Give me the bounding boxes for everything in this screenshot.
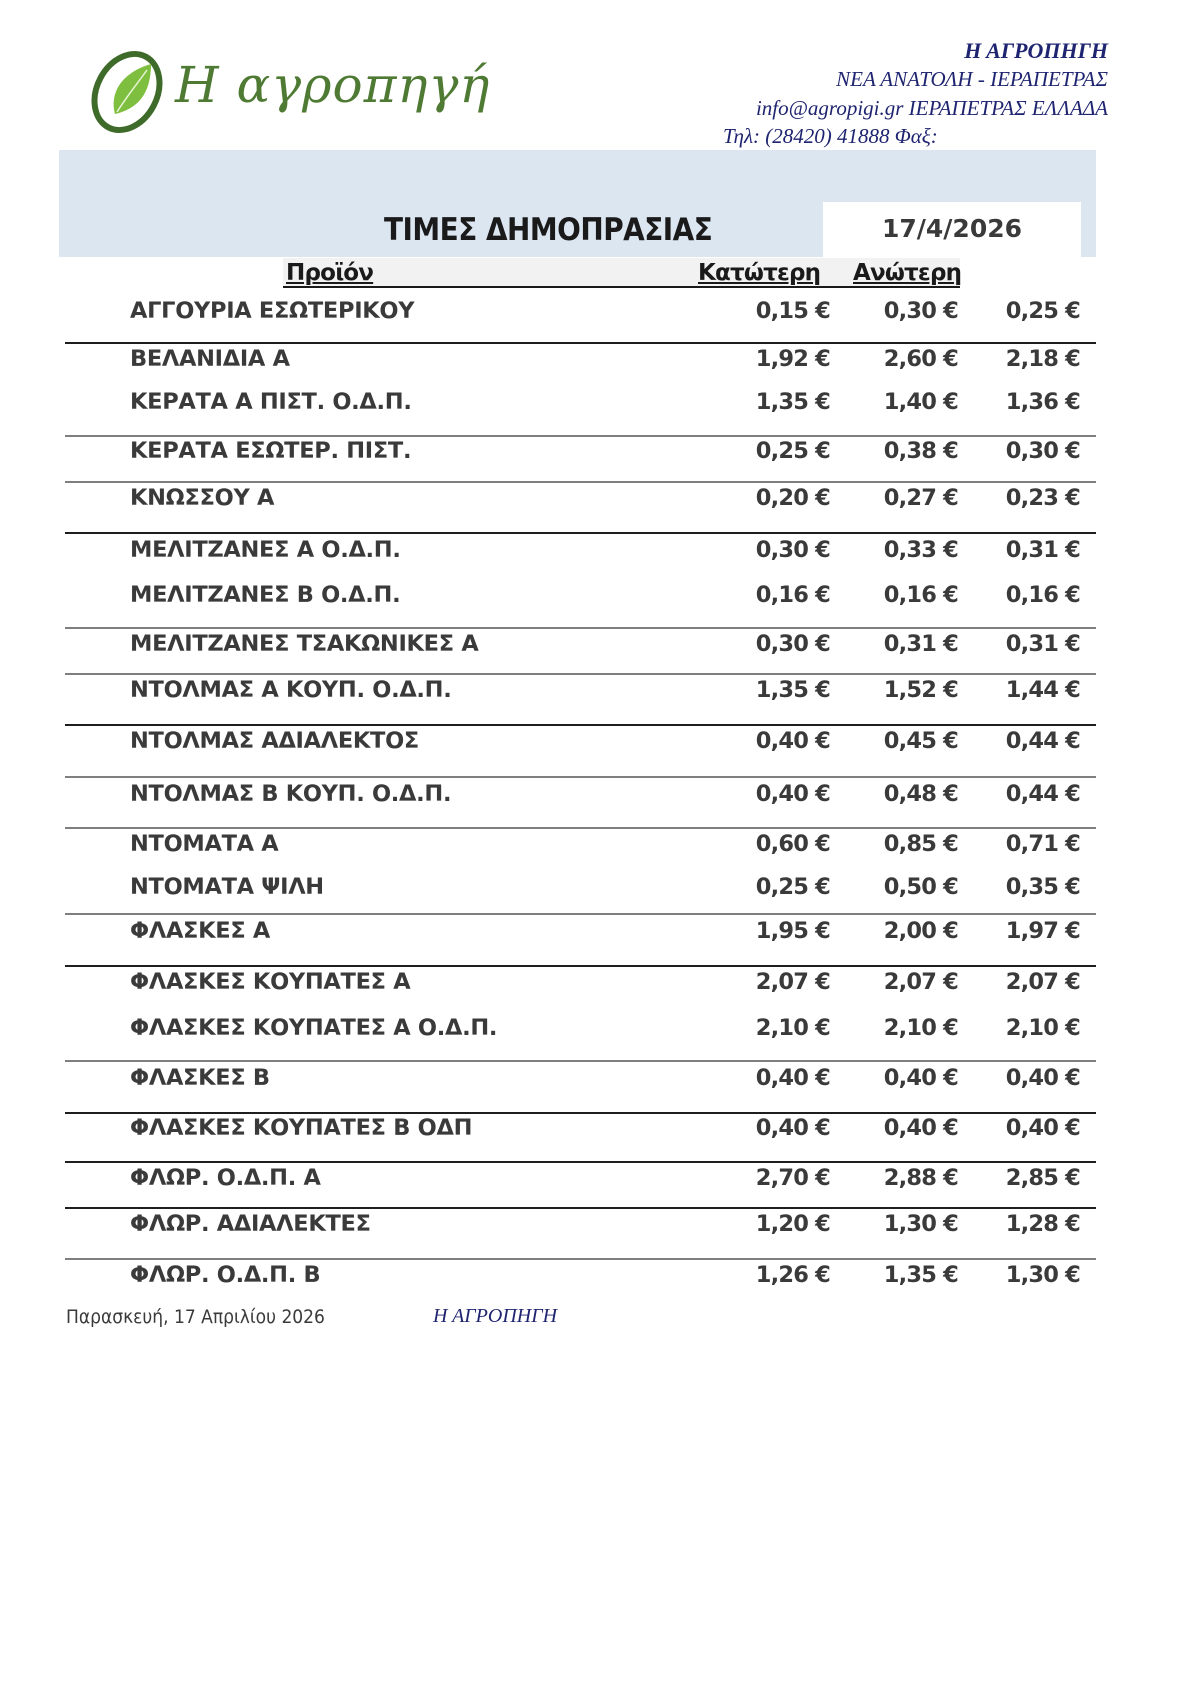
row-separator bbox=[65, 965, 1096, 967]
row-separator bbox=[65, 1112, 1096, 1114]
price-high: 0,40 € bbox=[883, 1065, 958, 1091]
price-high: 1,35 € bbox=[883, 1262, 958, 1288]
row-separator bbox=[65, 1060, 1096, 1062]
product-name: ΚΝΩΣΣΟΥ Α bbox=[130, 485, 275, 511]
footer-company: Η ΑΓΡΟΠΗΓΗ bbox=[433, 1305, 558, 1327]
row-separator bbox=[65, 532, 1096, 534]
price-high: 2,88 € bbox=[883, 1165, 958, 1191]
price-low: 2,10 € bbox=[755, 1015, 830, 1041]
price-high: 0,33 € bbox=[883, 537, 958, 563]
price-low: 0,20 € bbox=[755, 485, 830, 511]
price-average: 0,16 € bbox=[1005, 582, 1080, 608]
price-low: 0,25 € bbox=[755, 438, 830, 464]
report-title: ΤΙΜΕΣ ΔΗΜΟΠΡΑΣΙΑΣ bbox=[384, 212, 713, 248]
price-average: 1,28 € bbox=[1005, 1211, 1080, 1237]
price-average: 1,97 € bbox=[1005, 918, 1080, 944]
row-separator bbox=[65, 435, 1096, 437]
company-name: Η ΑΓΡΟΠΗΓΗ bbox=[964, 38, 1108, 63]
price-high: 2,60 € bbox=[883, 346, 958, 372]
column-header-product: Προϊόν bbox=[286, 260, 374, 286]
product-name: ΑΓΓΟΥΡΙΑ ΕΣΩΤΕΡΙΚΟΥ bbox=[130, 298, 415, 324]
price-low: 0,16 € bbox=[755, 582, 830, 608]
row-separator bbox=[65, 913, 1096, 915]
price-high: 1,40 € bbox=[883, 389, 958, 415]
price-average: 0,31 € bbox=[1005, 631, 1080, 657]
price-average: 0,44 € bbox=[1005, 781, 1080, 807]
row-separator bbox=[65, 481, 1096, 483]
price-high: 0,27 € bbox=[883, 485, 958, 511]
product-name: ΝΤΟΜΑΤΑ Α bbox=[130, 831, 279, 857]
company-address: ΝΕΑ ΑΝΑΤΟΛΗ - ΙΕΡΑΠΕΤΡΑΣ bbox=[836, 67, 1108, 91]
product-name: ΦΛΑΣΚΕΣ Α bbox=[130, 918, 271, 944]
price-average: 0,40 € bbox=[1005, 1115, 1080, 1141]
row-separator bbox=[65, 1207, 1096, 1209]
price-low: 0,30 € bbox=[755, 631, 830, 657]
price-low: 2,70 € bbox=[755, 1165, 830, 1191]
price-average: 1,30 € bbox=[1005, 1262, 1080, 1288]
row-separator bbox=[65, 776, 1096, 778]
footer-date: Παρασκευή, 17 Απριλίου 2026 bbox=[66, 1306, 325, 1328]
price-low: 2,07 € bbox=[755, 969, 830, 995]
price-low: 0,40 € bbox=[755, 728, 830, 754]
report-date: 17/4/2026 bbox=[881, 214, 1023, 243]
product-name: ΦΛΑΣΚΕΣ ΚΟΥΠΑΤΕΣ Α Ο.Δ.Π. bbox=[130, 1015, 498, 1041]
price-high: 0,45 € bbox=[883, 728, 958, 754]
company-email-line: info@agropigi.gr ΙΕΡΑΠΕΤΡΑΣ ΕΛΛΑΔΑ bbox=[755, 96, 1108, 120]
row-separator bbox=[65, 627, 1096, 629]
price-high: 1,30 € bbox=[883, 1211, 958, 1237]
product-name: ΦΛΑΣΚΕΣ ΚΟΥΠΑΤΕΣ Α bbox=[130, 969, 411, 995]
price-low: 1,92 € bbox=[755, 346, 830, 372]
product-name: ΦΛΩΡ. Ο.Δ.Π. Β bbox=[130, 1262, 321, 1288]
price-low: 0,60 € bbox=[755, 831, 830, 857]
price-low: 1,35 € bbox=[755, 389, 830, 415]
price-average: 2,18 € bbox=[1005, 346, 1080, 372]
price-high: 0,38 € bbox=[883, 438, 958, 464]
price-average: 1,36 € bbox=[1005, 389, 1080, 415]
price-average: 0,40 € bbox=[1005, 1065, 1080, 1091]
row-separator bbox=[65, 673, 1096, 675]
price-high: 2,10 € bbox=[883, 1015, 958, 1041]
price-high: 0,85 € bbox=[883, 831, 958, 857]
product-name: ΦΛΑΣΚΕΣ ΚΟΥΠΑΤΕΣ Β ΟΔΠ bbox=[130, 1115, 473, 1141]
price-high: 0,48 € bbox=[883, 781, 958, 807]
row-separator bbox=[65, 342, 1096, 344]
product-name: ΦΛΑΣΚΕΣ Β bbox=[130, 1065, 270, 1091]
price-average: 0,71 € bbox=[1005, 831, 1080, 857]
column-header-low: Κατώτερη bbox=[698, 260, 821, 286]
price-average: 0,25 € bbox=[1005, 298, 1080, 324]
product-name: ΜΕΛΙΤΖΑΝΕΣ Β Ο.Δ.Π. bbox=[130, 582, 401, 608]
price-average: 0,30 € bbox=[1005, 438, 1080, 464]
row-separator bbox=[65, 1258, 1096, 1260]
price-average: 2,07 € bbox=[1005, 969, 1080, 995]
price-low: 1,35 € bbox=[755, 677, 830, 703]
price-high: 0,31 € bbox=[883, 631, 958, 657]
product-name: ΜΕΛΙΤΖΑΝΕΣ ΤΣΑΚΩΝΙΚΕΣ Α bbox=[130, 631, 479, 657]
price-low: 0,40 € bbox=[755, 1065, 830, 1091]
product-name: ΝΤΟΛΜΑΣ Β ΚΟΥΠ. Ο.Δ.Π. bbox=[130, 781, 452, 807]
price-low: 1,95 € bbox=[755, 918, 830, 944]
price-average: 0,23 € bbox=[1005, 485, 1080, 511]
price-high: 2,00 € bbox=[883, 918, 958, 944]
price-high: 0,50 € bbox=[883, 874, 958, 900]
price-low: 0,15 € bbox=[755, 298, 830, 324]
row-separator bbox=[65, 827, 1096, 829]
column-header-high: Ανώτερη bbox=[853, 260, 962, 286]
product-name: ΚΕΡΑΤΑ Α ΠΙΣΤ. Ο.Δ.Π. bbox=[130, 389, 412, 415]
price-high: 0,16 € bbox=[883, 582, 958, 608]
product-name: ΝΤΟΛΜΑΣ ΑΔΙΑΛΕΚΤΟΣ bbox=[130, 728, 420, 754]
product-name: ΦΛΩΡ. Ο.Δ.Π. Α bbox=[130, 1165, 321, 1191]
price-high: 0,40 € bbox=[883, 1115, 958, 1141]
price-low: 0,40 € bbox=[755, 1115, 830, 1141]
product-name: ΝΤΟΛΜΑΣ Α ΚΟΥΠ. Ο.Δ.Π. bbox=[130, 677, 452, 703]
row-separator bbox=[65, 1161, 1096, 1163]
row-separator bbox=[65, 724, 1096, 726]
logo-wordmark: Η αγροπηγή bbox=[175, 56, 491, 114]
product-name: ΜΕΛΙΤΖΑΝΕΣ Α Ο.Δ.Π. bbox=[130, 537, 401, 563]
price-average: 0,44 € bbox=[1005, 728, 1080, 754]
product-name: ΒΕΛΑΝΙΔΙΑ Α bbox=[130, 346, 290, 372]
price-high: 1,52 € bbox=[883, 677, 958, 703]
company-phone-line: Τηλ: (28420) 41888 Φαξ: bbox=[723, 124, 938, 148]
price-high: 0,30 € bbox=[883, 298, 958, 324]
price-high: 2,07 € bbox=[883, 969, 958, 995]
column-header-rule bbox=[283, 286, 960, 288]
product-name: ΦΛΩΡ. ΑΔΙΑΛΕΚΤΕΣ bbox=[130, 1211, 371, 1237]
price-low: 0,30 € bbox=[755, 537, 830, 563]
product-name: ΝΤΟΜΑΤΑ ΨΙΛΗ bbox=[130, 874, 324, 900]
product-name: ΚΕΡΑΤΑ ΕΣΩΤΕΡ. ΠΙΣΤ. bbox=[130, 438, 412, 464]
price-low: 0,40 € bbox=[755, 781, 830, 807]
price-average: 2,85 € bbox=[1005, 1165, 1080, 1191]
price-low: 1,20 € bbox=[755, 1211, 830, 1237]
price-low: 0,25 € bbox=[755, 874, 830, 900]
price-average: 1,44 € bbox=[1005, 677, 1080, 703]
price-average: 0,31 € bbox=[1005, 537, 1080, 563]
price-low: 1,26 € bbox=[755, 1262, 830, 1288]
price-average: 0,35 € bbox=[1005, 874, 1080, 900]
price-average: 2,10 € bbox=[1005, 1015, 1080, 1041]
